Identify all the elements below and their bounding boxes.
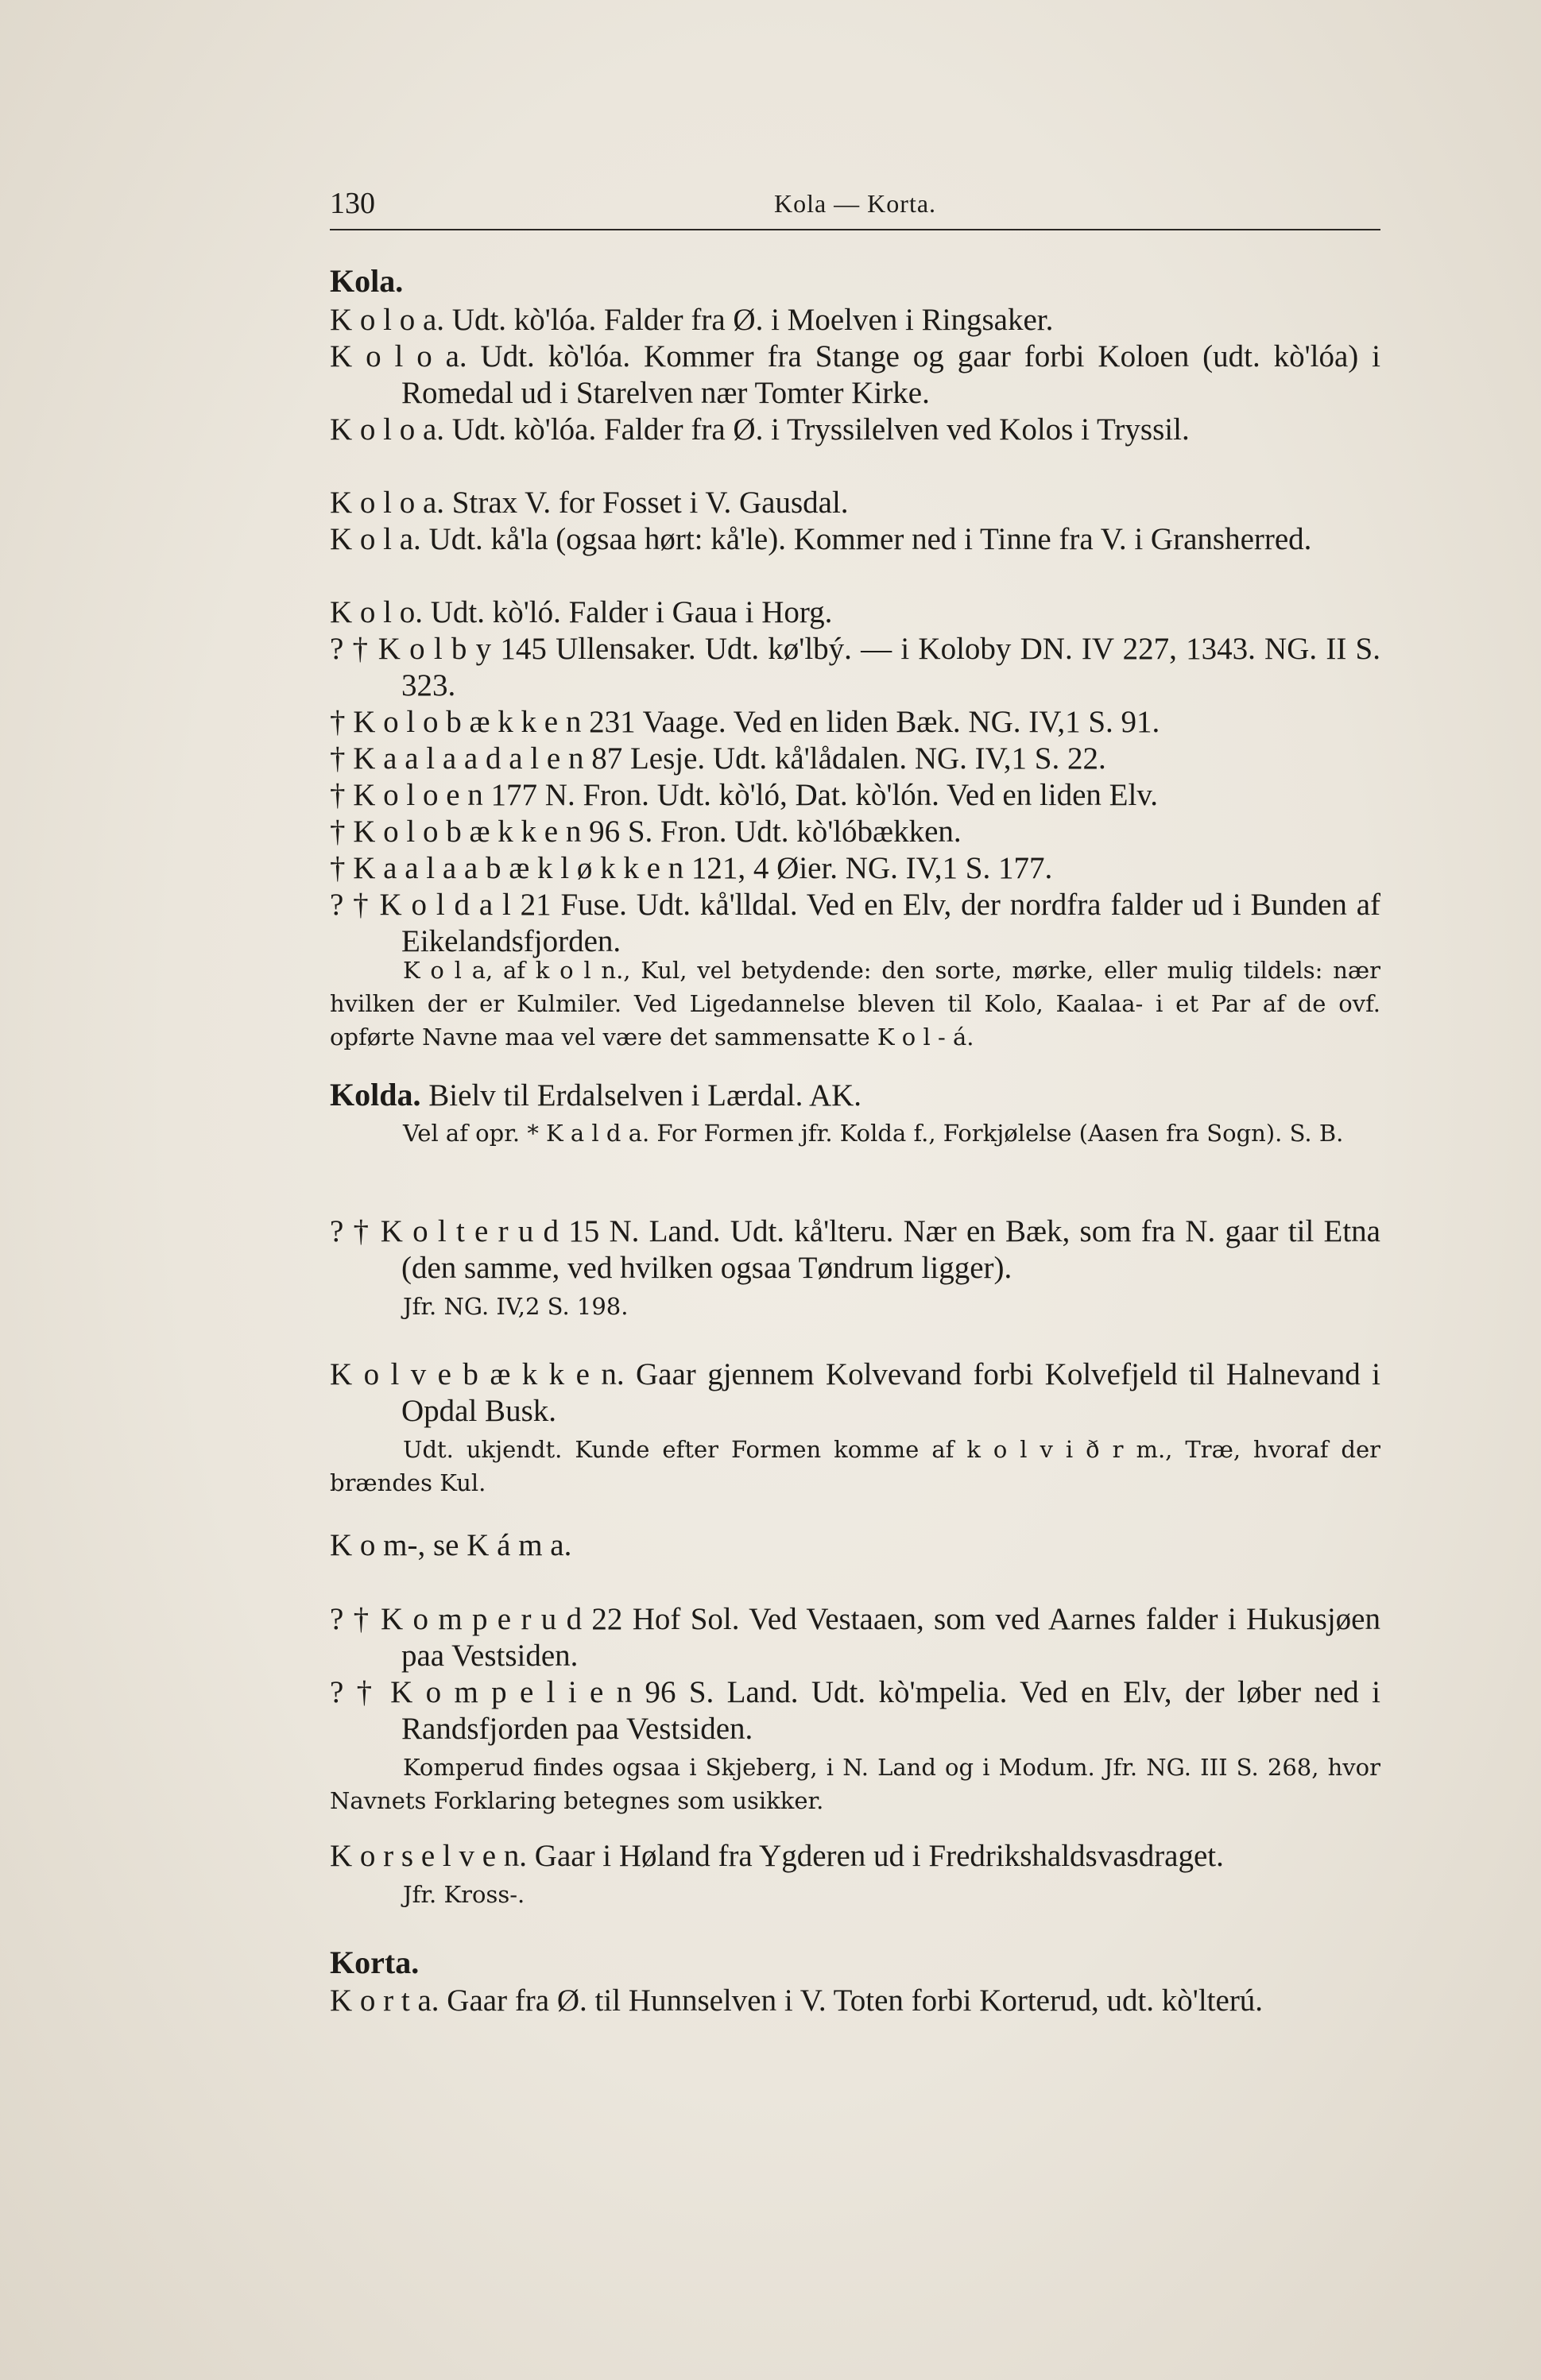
entry-text: Bielv til Erdalselven i Lærdal. AK. [428, 1078, 862, 1113]
entry: K o l o a. Udt. kò'lóa. Kommer fra Stange og gaar forbi Koloen (udt. kò'lóa) i Romedal ud i Starelven nær Tomter Kirke. [330, 339, 1380, 410]
entry: K o l o a. Strax V. for Fosset i V. Gausdal. [330, 486, 849, 520]
entry: † K o l o b æ k k e n 96 S. Fron. Udt. kò'lóbækken. [330, 815, 962, 849]
entry: † K o l o b æ k k e n 231 Vaage. Ved en liden Bæk. NG. IV,1 S. 91. [330, 705, 1160, 739]
entry: K o r t a. Gaar fra Ø. til Hunnselven i V. Toten forbi Korterud, udt. kò'lterú. [330, 1983, 1264, 2018]
entry: K o l o a. Udt. kò'lóa. Falder fra Ø. i Moelven i Ringsaker. [330, 303, 1054, 337]
entry: ? † K o l b y 145 Ullensaker. Udt. kø'lbý. — i Koloby DN. IV 227, 1343. NG. II S. 323. [330, 632, 1380, 702]
entry: K o r s e l v e n. Gaar i Høland fra Ygderen ud i Fredrikshaldsvasdraget. [330, 1839, 1224, 1873]
page-header [330, 181, 1380, 230]
entry: K o m-, se K á m a. [330, 1528, 572, 1562]
note: Komperud findes ogsaa i Skjeberg, i N. Land og i Modum. Jfr. NG. III S. 268, hvor Navnets Forklaring betegnes som usikker. [330, 1754, 1380, 1814]
entry: K o l a. Udt. kå'la (ogsaa hørt: kå'le). Kommer ned i Tinne fra V. i Gransherred. [330, 522, 1312, 556]
entry: ? † K o l d a l 21 Fuse. Udt. kå'lldal. Ved en Elv, der nordfra falder ud i Bunden af Eikelandsfjorden. [330, 888, 1380, 958]
entry: K o l o. Udt. kò'ló. Falder i Gaua i Horg. [330, 595, 833, 629]
note: Vel af opr. * K a l d a. For Formen jfr. Kolda f., Forkjølelse (Aasen fra Sogn). S. B. [403, 1120, 1344, 1147]
entry: K o l o a. Udt. kò'lóa. Falder fra Ø. i Tryssilelven ved Kolos i Tryssil. [330, 412, 1190, 447]
page-number: 130 [330, 187, 375, 220]
note: Udt. ukjendt. Kunde efter Formen komme af k o l v i ð r m., Træ, hvoraf der brændes Kul. [330, 1436, 1380, 1496]
section-heading-kola: Kola. [330, 263, 404, 299]
section-heading-kolda: Kolda. [330, 1077, 421, 1113]
entry: ? † K o m p e l i e n 96 S. Land. Udt. kò'mpelia. Ved en Elv, der løber ned i Randsfjorden paa Vestsiden. [330, 1675, 1380, 1746]
entry: † K o l o e n 177 N. Fron. Udt. kò'ló, Dat. kò'lón. Ved en liden Elv. [330, 778, 1159, 812]
running-title: Kola — Korta. [773, 189, 937, 218]
entry: † K a a l a a b æ k l ø k k e n 121, 4 Øier. NG. IV,1 S. 177. [330, 851, 1053, 885]
entry: ? † K o m p e r u d 22 Hof Sol. Ved Vestaaen, som ved Aarnes falder i Hukusjøen paa Vestsiden. [330, 1602, 1380, 1673]
entry: K o l v e b æ k k e n. Gaar gjennem Kolvevand forbi Kolvefjeld til Halnevand i Opdal Busk. [330, 1357, 1380, 1428]
note: Jfr. Kross-. [403, 1881, 525, 1908]
entry: ? † K o l t e r u d 15 N. Land. Udt. kå'lteru. Nær en Bæk, som fra N. gaar til Etna (den samme, ved hvilken ogsaa Tøndrum ligger). [330, 1214, 1380, 1285]
entry: † K a a l a a d a l e n 87 Lesje. Udt. kå'lådalen. NG. IV,1 S. 22. [330, 741, 1106, 776]
note: Jfr. NG. IV,2 S. 198. [403, 1293, 629, 1320]
entry-kolda [330, 1077, 1380, 1114]
section-heading-korta: Korta. [330, 1945, 420, 1980]
note: K o l a, af k o l n., Kul, vel betydende: den sorte, mørke, eller mulig tildels: nær hvilken der er Kulmiler. Ved Ligedannelse bleven til Kolo, Kaalaa- i et Par af de ovf. opførte Navne maa vel være det sammensatte K o l - á. [330, 957, 1380, 1051]
